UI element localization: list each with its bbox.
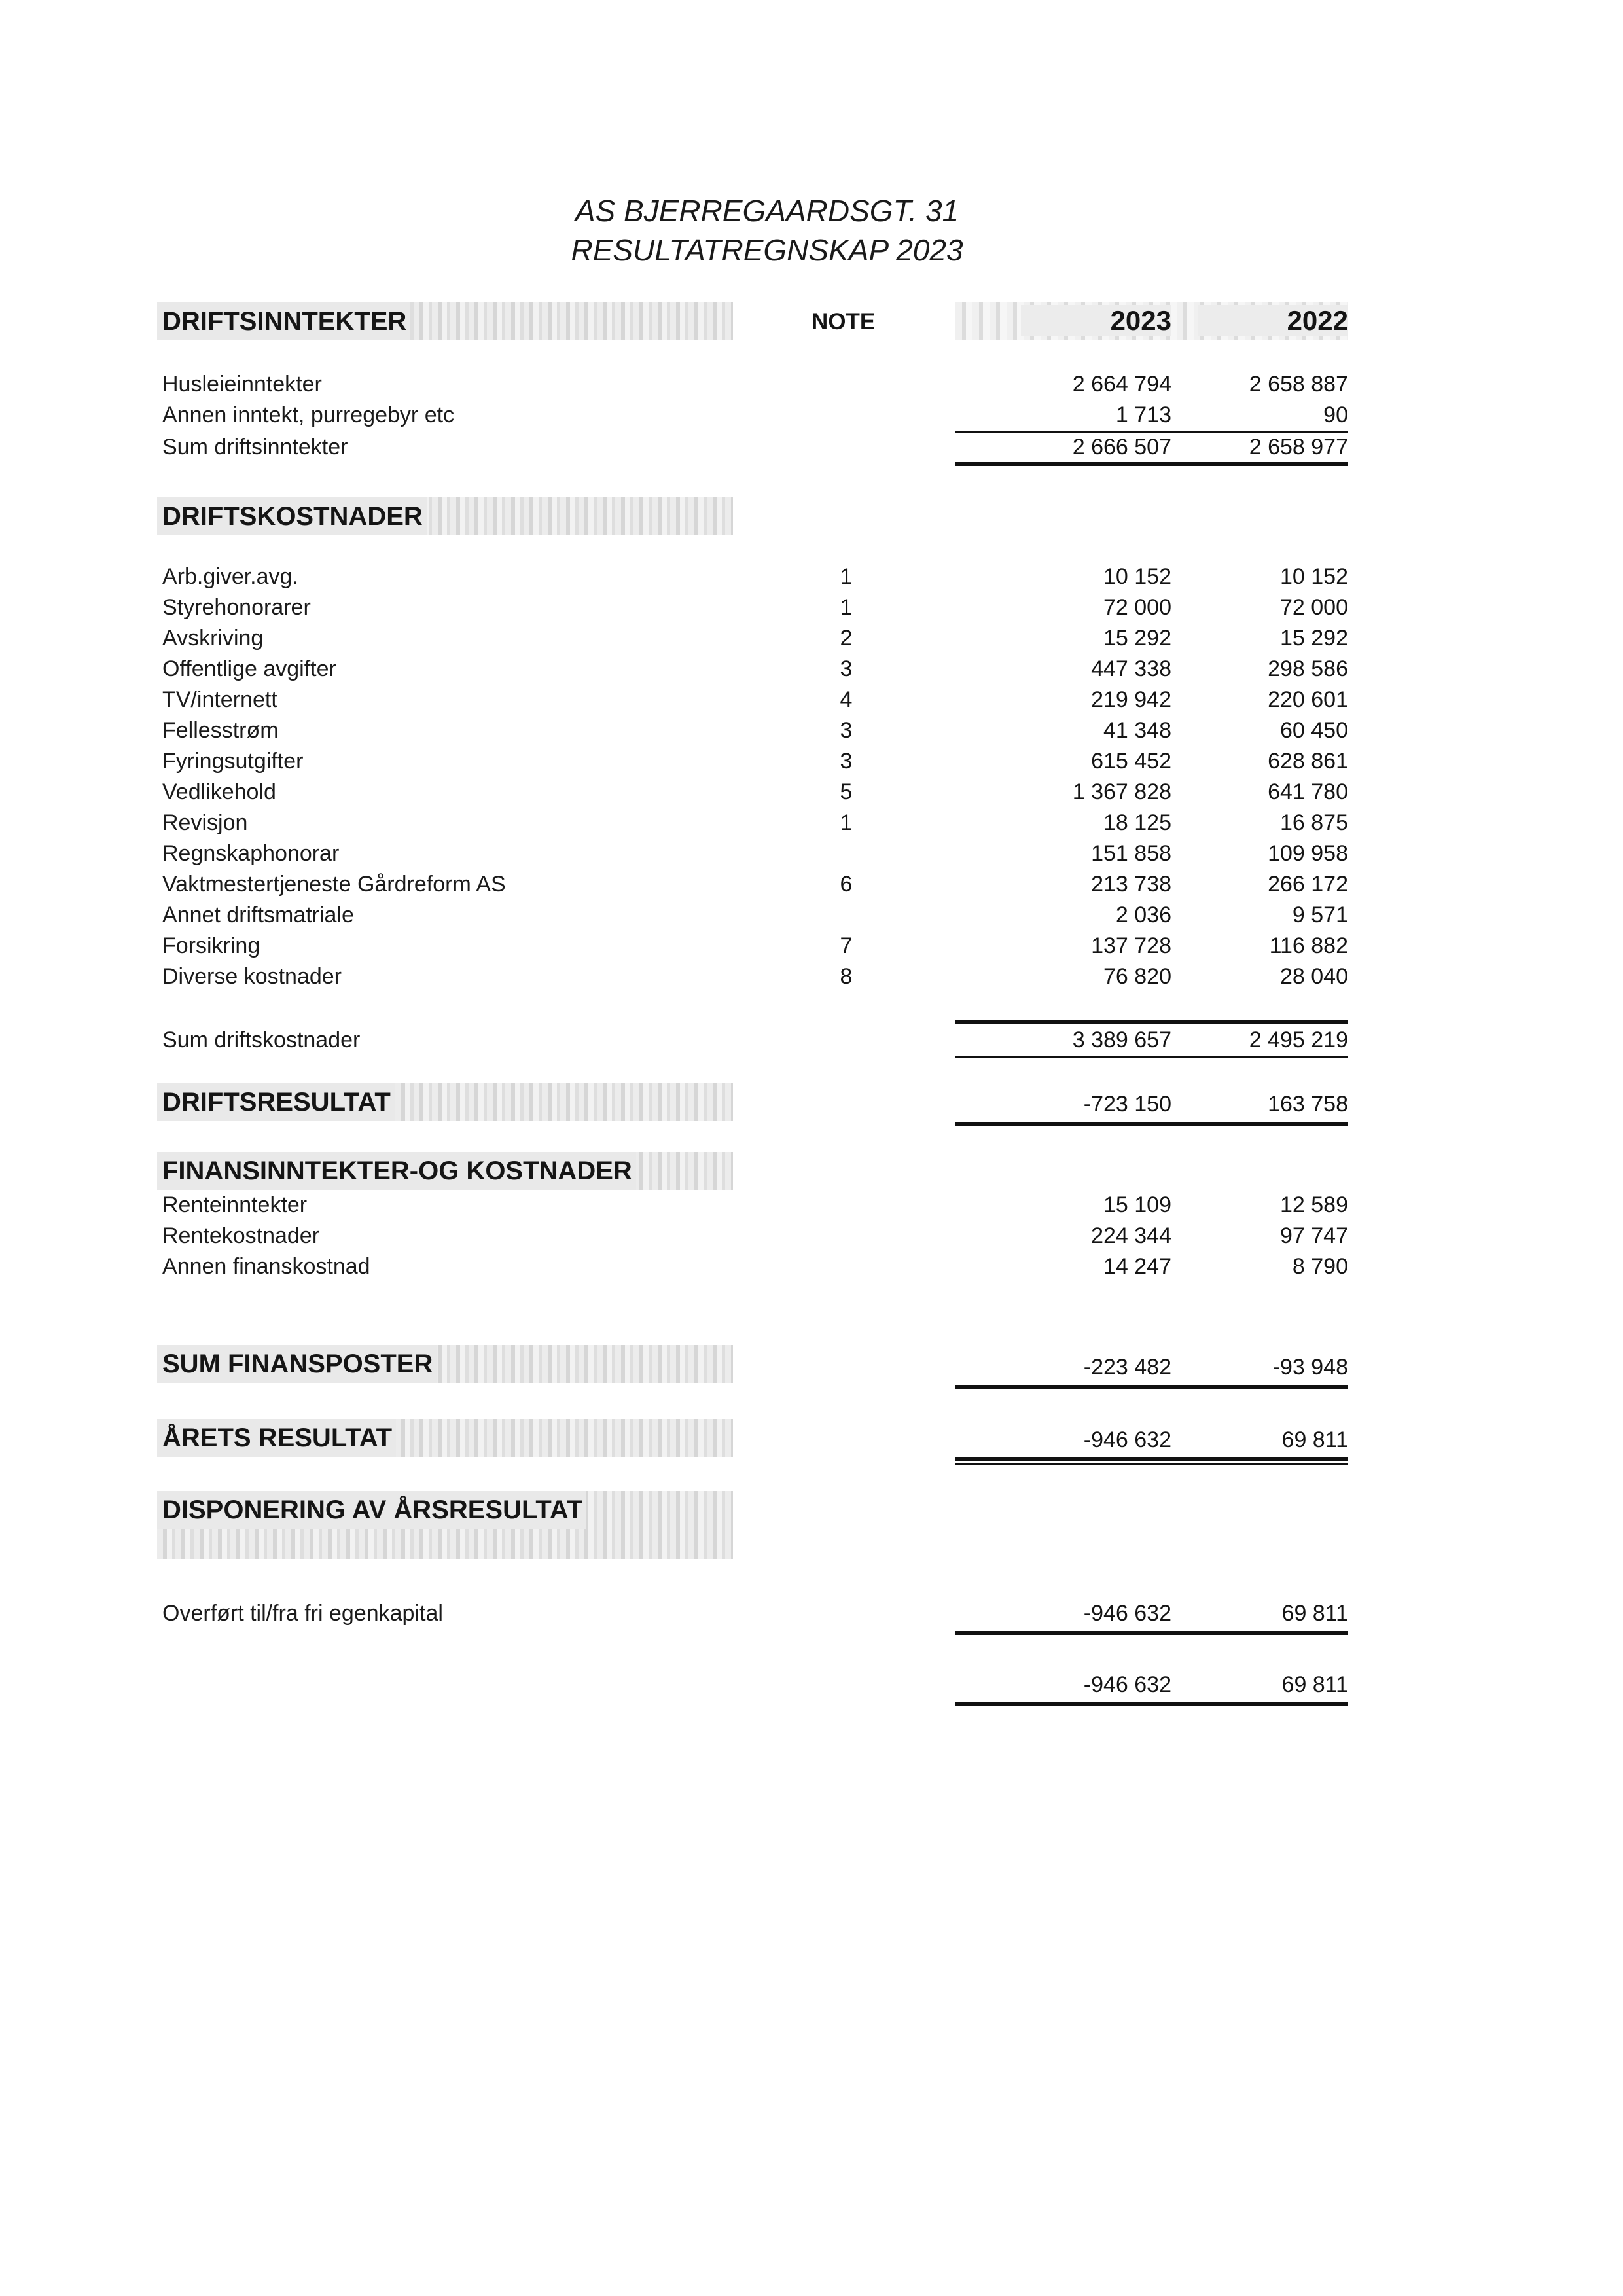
total-rule — [955, 1702, 1348, 1706]
section-title: DRIFTSKOSTNADER — [157, 497, 427, 535]
income-label: Husleieinntekter — [162, 372, 322, 397]
cost-label: Fyringsutgifter — [162, 749, 304, 774]
income-sum-2022: 2 658 977 — [1249, 435, 1348, 459]
cost-value-2023: 76 820 — [1103, 964, 1171, 989]
finance-sum-2022: -93 948 — [1272, 1355, 1348, 1380]
operating-result-2023: -723 150 — [1083, 1092, 1171, 1117]
finance-value-2023: 14 247 — [1103, 1254, 1171, 1279]
cost-value-2023: 2 036 — [1115, 903, 1171, 927]
year-current-header: 2023 — [1021, 305, 1171, 336]
cost-label: Annet driftsmatriale — [162, 903, 354, 927]
section-driftsinntekter — [157, 302, 733, 340]
section-driftskostnader — [157, 497, 733, 535]
cost-value-2022: 220 601 — [1268, 687, 1348, 712]
income-value-2023: 1 713 — [1115, 403, 1171, 427]
section-title: DRIFTSINNTEKTER — [157, 302, 410, 340]
cost-value-2022: 266 172 — [1268, 872, 1348, 897]
cost-value-2022: 16 875 — [1280, 810, 1348, 835]
cost-note: 3 — [840, 656, 853, 681]
cost-value-2022: 28 040 — [1280, 964, 1348, 989]
total-2022: 69 811 — [1281, 1672, 1348, 1697]
cost-label: Regnskaphonorar — [162, 841, 340, 866]
cost-note: 1 — [840, 810, 853, 835]
cost-value-2022: 60 450 — [1280, 718, 1348, 743]
sum-underline — [955, 1056, 1348, 1058]
section-title: DISPONERING AV ÅRSRESULTAT — [157, 1491, 586, 1529]
cost-value-2022: 72 000 — [1280, 595, 1348, 620]
cost-note: 1 — [840, 564, 853, 589]
cost-value-2023: 137 728 — [1091, 933, 1171, 958]
section-disponering — [157, 1491, 733, 1559]
note-column-header: NOTE — [812, 309, 876, 334]
cost-note: 4 — [840, 687, 853, 712]
income-value-2022: 2 658 887 — [1249, 372, 1348, 397]
cost-value-2023: 447 338 — [1091, 656, 1171, 681]
cost-value-2022: 116 882 — [1269, 933, 1348, 958]
income-sum-label: Sum driftsinntekter — [162, 435, 348, 459]
income-value-2022: 90 — [1323, 403, 1348, 427]
cost-value-2023: 41 348 — [1103, 718, 1171, 743]
section-sum-finansposter — [157, 1345, 733, 1383]
section-title: FINANSINNTEKTER-OG KOSTNADER — [157, 1152, 636, 1190]
finance-value-2023: 224 344 — [1091, 1223, 1171, 1248]
cost-value-2022: 628 861 — [1268, 749, 1348, 774]
result-rule — [955, 1122, 1348, 1126]
sum-double-rule — [955, 462, 1348, 466]
operating-result-2022: 163 758 — [1268, 1092, 1348, 1117]
finance-sum-2023: -223 482 — [1083, 1355, 1171, 1380]
transfer-2023: -946 632 — [1083, 1601, 1171, 1626]
costs-sum-2023: 3 389 657 — [1072, 1028, 1171, 1052]
finance-label: Renteinntekter — [162, 1193, 308, 1217]
cost-value-2023: 151 858 — [1091, 841, 1171, 866]
cost-label: Vedlikehold — [162, 780, 276, 804]
cost-value-2023: 213 738 — [1091, 872, 1171, 897]
cost-value-2022: 298 586 — [1268, 656, 1348, 681]
sum-rule — [955, 431, 1348, 433]
cost-value-2023: 1 367 828 — [1072, 780, 1171, 804]
cost-value-2023: 219 942 — [1091, 687, 1171, 712]
cost-value-2023: 615 452 — [1091, 749, 1171, 774]
cost-label: Forsikring — [162, 933, 260, 958]
section-finans — [157, 1152, 733, 1190]
income-label: Annen inntekt, purregebyr etc — [162, 403, 455, 427]
total-2023: -946 632 — [1083, 1672, 1171, 1697]
cost-label: Styrehonorarer — [162, 595, 311, 620]
cost-note: 3 — [840, 718, 853, 743]
report-title: RESULTATREGNSKAP 2023 — [571, 233, 963, 267]
cost-note: 7 — [840, 933, 853, 958]
cost-value-2022: 15 292 — [1280, 626, 1348, 651]
section-arets-resultat — [157, 1419, 733, 1457]
transfer-rule — [955, 1631, 1348, 1635]
section-driftsresultat — [157, 1083, 733, 1121]
income-value-2023: 2 664 794 — [1072, 372, 1171, 397]
cost-note: 6 — [840, 872, 853, 897]
cost-label: Offentlige avgifter — [162, 656, 336, 681]
result-double-rule — [955, 1463, 1348, 1465]
cost-value-2023: 72 000 — [1103, 595, 1171, 620]
finance-value-2022: 97 747 — [1280, 1223, 1348, 1248]
cost-note: 5 — [840, 780, 853, 804]
cost-note: 2 — [840, 626, 853, 651]
finance-label: Rentekostnader — [162, 1223, 320, 1248]
cost-label: Diverse kostnader — [162, 964, 342, 989]
cost-value-2023: 10 152 — [1103, 564, 1171, 589]
cost-value-2023: 18 125 — [1103, 810, 1171, 835]
costs-sum-label: Sum driftskostnader — [162, 1028, 361, 1052]
cost-value-2022: 10 152 — [1280, 564, 1348, 589]
cost-label: Avskriving — [162, 626, 264, 651]
finance-value-2022: 8 790 — [1292, 1254, 1348, 1279]
sum-rule — [955, 1020, 1348, 1024]
cost-label: Revisjon — [162, 810, 248, 835]
transfer-label: Overført til/fra fri egenkapital — [162, 1601, 443, 1626]
section-title: DRIFTSRESULTAT — [157, 1083, 395, 1121]
cost-value-2022: 641 780 — [1268, 780, 1348, 804]
cost-value-2022: 9 571 — [1292, 903, 1348, 927]
cost-value-2023: 15 292 — [1103, 626, 1171, 651]
cost-label: Vaktmestertjeneste Gårdreform AS — [162, 872, 506, 897]
finance-value-2023: 15 109 — [1103, 1193, 1171, 1217]
income-sum-2023: 2 666 507 — [1072, 435, 1171, 459]
cost-note: 1 — [840, 595, 853, 620]
finance-label: Annen finanskostnad — [162, 1254, 370, 1279]
cost-value-2022: 109 958 — [1268, 841, 1348, 866]
section-title: SUM FINANSPOSTER — [157, 1345, 437, 1383]
cost-label: Arb.giver.avg. — [162, 564, 298, 589]
finance-value-2022: 12 589 — [1280, 1193, 1348, 1217]
company-title: AS BJERREGAARDSGT. 31 — [575, 194, 959, 228]
result-rule — [955, 1385, 1348, 1389]
cost-note: 3 — [840, 749, 853, 774]
cost-label: Fellesstrøm — [162, 718, 279, 743]
cost-note: 8 — [840, 964, 853, 989]
transfer-2022: 69 811 — [1281, 1601, 1348, 1626]
cost-label: TV/internett — [162, 687, 277, 712]
result-double-rule — [955, 1457, 1348, 1461]
section-title: ÅRETS RESULTAT — [157, 1419, 396, 1457]
year-prior-header: 2022 — [1198, 305, 1348, 336]
year-result-2023: -946 632 — [1083, 1427, 1171, 1452]
year-result-2022: 69 811 — [1281, 1427, 1348, 1452]
costs-sum-2022: 2 495 219 — [1249, 1028, 1348, 1052]
